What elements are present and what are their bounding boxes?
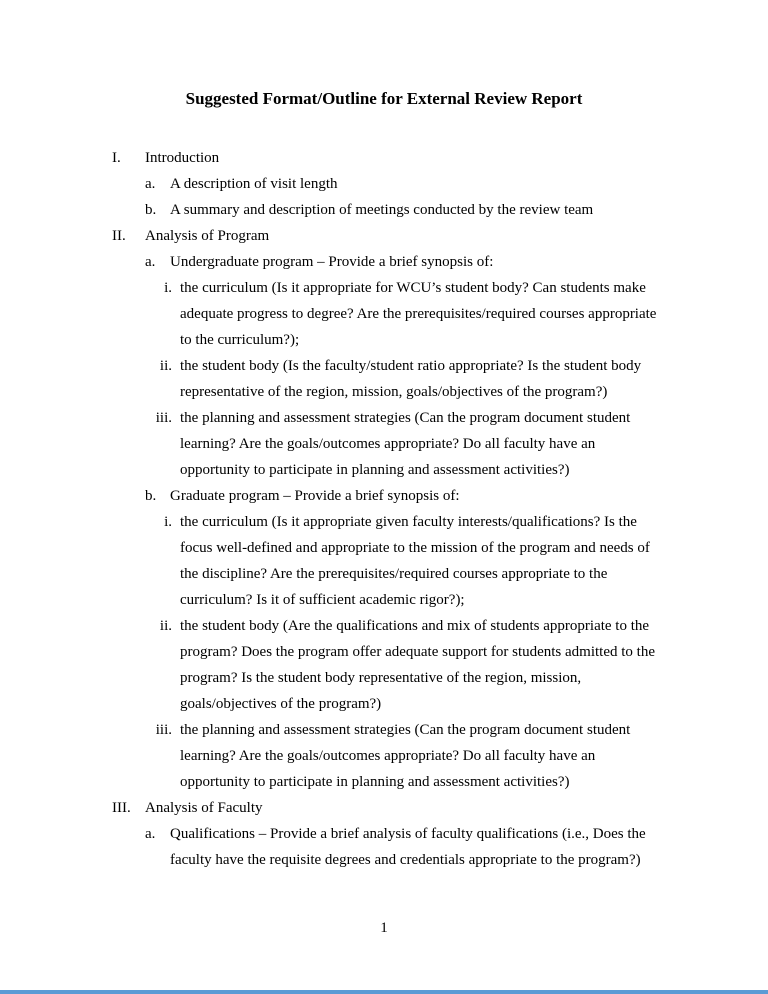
outline-marker: II. [112,228,126,244]
outline-marker: iii. [155,410,172,426]
outline-item [96,249,662,275]
outline-marker: b. [145,488,157,504]
outline-item [96,405,662,483]
outline-text: Introduction [145,150,220,166]
outline-item [96,795,662,821]
outline-item [96,197,662,223]
outline-marker: I. [112,150,121,166]
outline-marker: III. [112,800,131,816]
outline-item [96,223,662,249]
outline-text: the curriculum (Is it appropriate for WCU’s student body? Can students make adequate progress to degree? Are the prerequisites/required courses appropriate to the curriculum?); [180,280,657,348]
outline-text: Analysis of Faculty [145,800,263,816]
outline-item [96,717,662,795]
outline-marker: i. [164,280,172,296]
outline-marker: i. [164,514,172,530]
outline-text: A description of visit length [170,176,338,192]
outline-item [96,275,662,353]
outline-text: Analysis of Program [145,228,270,244]
outline-item [96,145,662,171]
outline-text: the planning and assessment strategies (Can the program document student learning? Are the goals/outcomes appropriate? Do all faculty have an opportunity to participate in planning and assessment activities?) [180,722,631,790]
bottom-edge-bar [0,990,768,994]
outline-item [96,613,662,717]
outline-marker: a. [145,826,156,842]
outline-text: the student body (Are the qualifications and mix of students appropriate to the program? Does the program offer adequate support for students admitted to the program? Is the student body representative of the region, mission, goals/objectives of the program?) [180,618,655,712]
outline-text: the planning and assessment strategies (Can the program document student learning? Are the goals/outcomes appropriate? Do all faculty have an opportunity to participate in planning and assessment activities?) [180,410,631,478]
page-number: 1 [380,920,388,936]
outline-marker: ii. [159,358,172,374]
outline-text: Qualifications – Provide a brief analysis of faculty qualifications (i.e., Does the faculty have the requisite degrees and credentials appropriate to the program?) [170,826,646,868]
outline-text: the curriculum (Is it appropriate given faculty interests/qualifications? Is the focus well-defined and appropriate to the mission of the program and needs of the discipline? Are the prerequisites/required courses appropriate to the curriculum? Is it of sufficient academic rigor?); [180,514,650,608]
outline-item [96,171,662,197]
outline-item [96,821,662,873]
outline-text: the student body (Is the faculty/student ratio appropriate? Is the student body representative of the region, mission, goals/objectives of the program?) [180,358,642,400]
outline-marker: b. [145,202,157,218]
outline-marker: a. [145,176,156,192]
outline-item [96,353,662,405]
outline-text: Graduate program – Provide a brief synopsis of: [170,488,460,504]
page-title: Suggested Format/Outline for External Review Report [185,89,583,108]
outline-text: A summary and description of meetings conducted by the review team [170,202,594,218]
outline-marker: ii. [159,618,172,634]
outline [96,145,662,873]
outline-text: Undergraduate program – Provide a brief synopsis of: [170,254,494,270]
outline-marker: a. [145,254,156,270]
outline-item [96,483,662,509]
outline-item [96,509,662,613]
outline-marker: iii. [155,722,172,738]
